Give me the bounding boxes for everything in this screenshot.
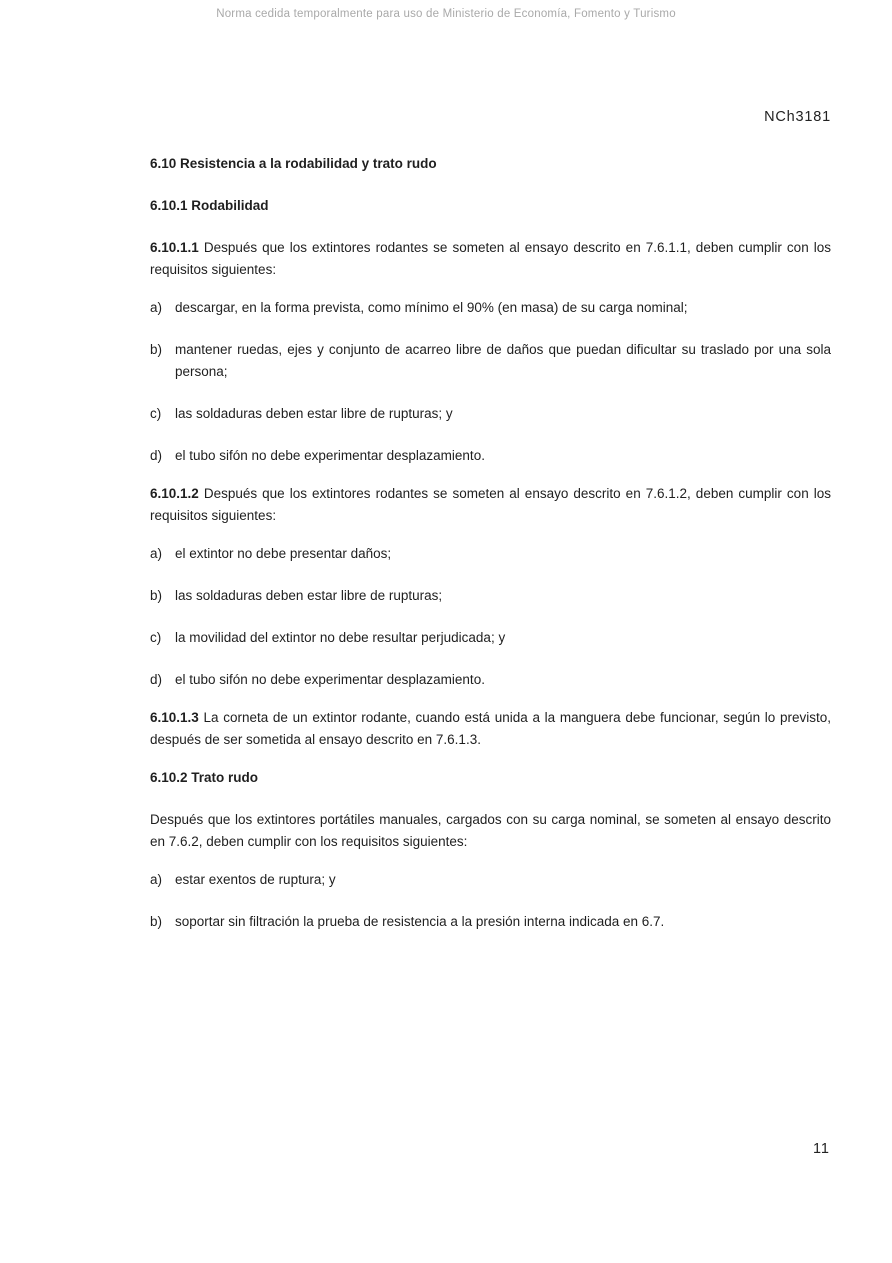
list-item — [150, 445, 831, 467]
document-body — [150, 153, 831, 949]
list-item — [150, 403, 831, 425]
list-marker: a) — [150, 546, 163, 561]
section-heading-6-10-2: 6.10.2 Trato rudo — [150, 770, 259, 785]
list-6-10-2 — [150, 869, 831, 933]
list-item — [150, 339, 831, 383]
list-marker: c) — [150, 406, 162, 421]
list-marker: c) — [150, 630, 162, 645]
list-item-text: estar exentos de ruptura; y — [175, 872, 336, 887]
paragraph-text: Después que los extintores portátiles manuales, cargados con su carga nominal, se someten al ensayo descrito en 7.6.2, deben cumplir con los requisitos siguientes: — [150, 812, 831, 849]
clause-number: 6.10.1.1 — [150, 240, 199, 255]
list-item-text: soportar sin filtración la prueba de resistencia a la presión interna indicada en 6.7. — [175, 914, 665, 929]
page-number: 11 — [812, 1141, 830, 1157]
paragraph-text: Después que los extintores rodantes se someten al ensayo descrito en 7.6.1.2, deben cumplir con los requisitos siguientes: — [150, 486, 831, 523]
paragraph-6-10-1-2 — [150, 483, 831, 527]
list-item-text: descargar, en la forma prevista, como mínimo el 90% (en masa) de su carga nominal; — [175, 300, 688, 315]
list-item-text: el tubo sifón no debe experimentar desplazamiento. — [175, 448, 485, 463]
document-code: NCh3181 — [764, 109, 831, 125]
list-item-text: las soldaduras deben estar libre de rupturas; — [175, 588, 443, 603]
list-item — [150, 669, 831, 691]
list-item-text: mantener ruedas, ejes y conjunto de acarreo libre de daños que puedan dificultar su traslado por una sola persona; — [175, 342, 831, 379]
section-heading-6-10: 6.10 Resistencia a la rodabilidad y trato rudo — [150, 156, 437, 171]
list-marker: b) — [150, 342, 163, 357]
list-item-text: las soldaduras deben estar libre de rupturas; y — [175, 406, 453, 421]
list-marker: b) — [150, 588, 163, 603]
list-item — [150, 543, 831, 565]
list-marker: b) — [150, 914, 163, 929]
paragraph-text: La corneta de un extintor rodante, cuando está unida a la manguera debe funcionar, según lo previsto, después de ser sometida al ensayo descrito en 7.6.1.3. — [150, 710, 831, 747]
watermark-text: Norma cedida temporalmente para uso de Ministerio de Economía, Fomento y Turismo — [216, 8, 676, 20]
paragraph-6-10-2 — [150, 809, 831, 853]
list-item-text: el tubo sifón no debe experimentar desplazamiento. — [175, 672, 485, 687]
section-heading-6-10-1: 6.10.1 Rodabilidad — [150, 198, 269, 213]
paragraph-text: Después que los extintores rodantes se someten al ensayo descrito en 7.6.1.1, deben cumplir con los requisitos siguientes: — [150, 240, 831, 277]
list-item — [150, 869, 831, 891]
clause-number: 6.10.1.2 — [150, 486, 199, 501]
list-item-text: el extintor no debe presentar daños; — [175, 546, 392, 561]
list-item — [150, 911, 831, 933]
list-marker: a) — [150, 872, 163, 887]
paragraph-6-10-1-3 — [150, 707, 831, 751]
clause-number: 6.10.1.3 — [150, 710, 199, 725]
paragraph-6-10-1-1 — [150, 237, 831, 281]
list-6-10-1-1 — [150, 297, 831, 467]
list-item — [150, 585, 831, 607]
list-item — [150, 297, 831, 319]
list-marker: d) — [150, 448, 163, 463]
list-marker: a) — [150, 300, 163, 315]
list-6-10-1-2 — [150, 543, 831, 691]
list-item-text: la movilidad del extintor no debe resultar perjudicada; y — [175, 630, 506, 645]
list-marker: d) — [150, 672, 163, 687]
list-item — [150, 627, 831, 649]
